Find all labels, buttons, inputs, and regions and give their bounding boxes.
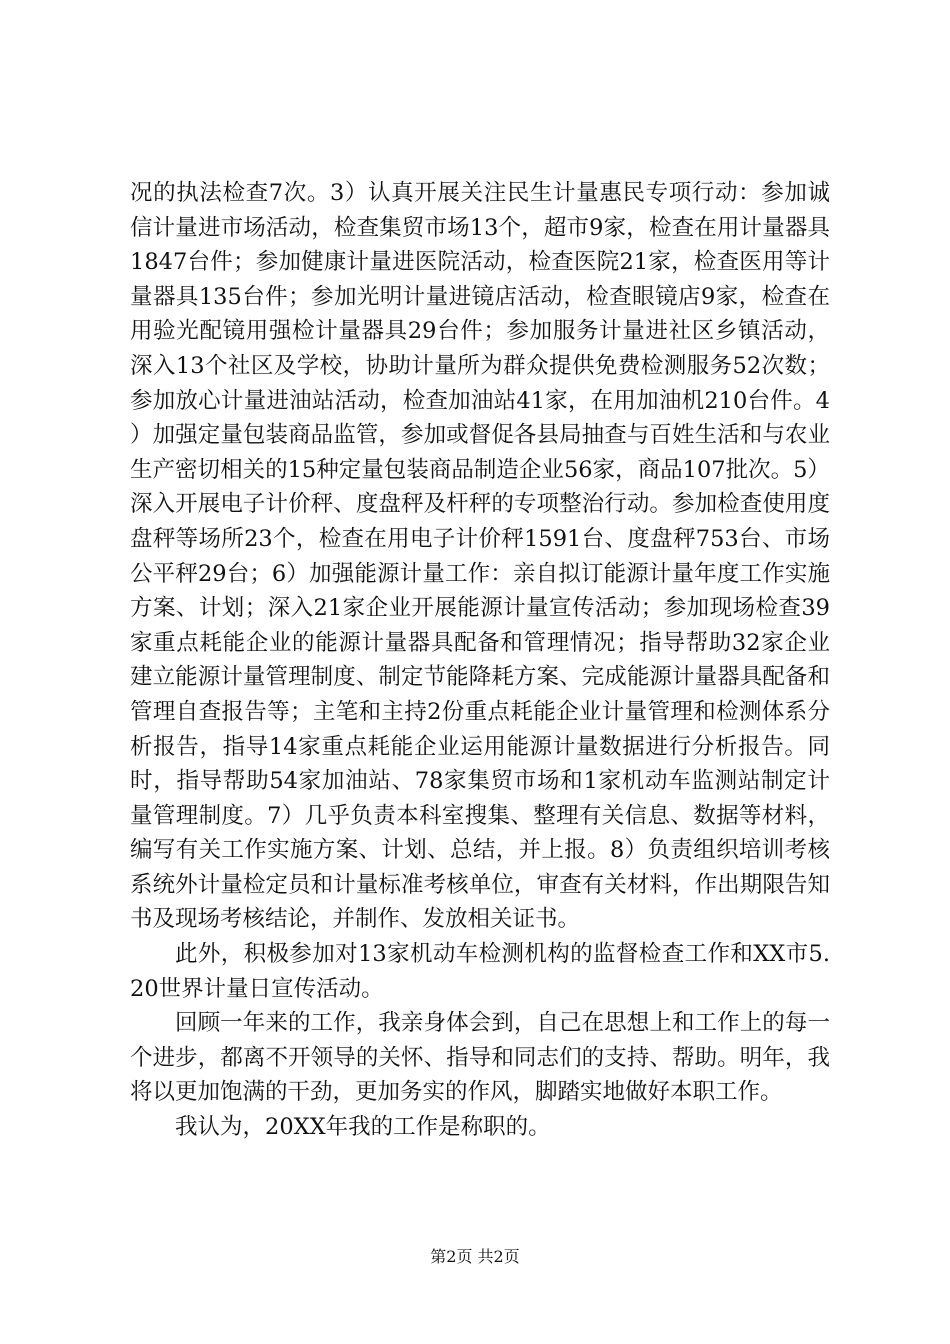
document-body	[130, 176, 830, 1145]
paragraph-reflection: 回顾一年来的工作，我亲身体会到，自己在思想上和工作上的每一个进步，都离不开领导的关怀、指导和同志们的支持、帮助。明年，我将以更加饱满的干劲，更加务实的作风，脚踏实地做好本职工作。	[130, 1010, 830, 1106]
page-footer: 第2页 共2页	[430, 1247, 520, 1266]
paragraph-self-assessment: 我认为，20XX年我的工作是称职的。	[175, 1114, 551, 1141]
paragraph-continued-work-summary: 况的执法检查7次。3）认真开展关注民生计量惠民专项行动：参加诚信计量进市场活动，检查集贸市场13个，超市9家，检查在用计量器具1847台件；参加健康计量进医院活动，检查医院21家，检查医用等计量器具135台件；参加光明计量进镜店活动，检查眼镜店9家，检查在用验光配镜用强检计量器具29台件；参加服务计量进社区乡镇活动，深入13个社区及学校，协助计量所为群众提供免费检测服务52次数；参加放心计量进油站活动，检查加油站41家，在用加油机210台件。4）加强定量包装商品监管，参加或督促各县局抽查与百姓生活和与农业生产密切相关的15种定量包装商品制造企业56家，商品107批次。5）深入开展电子计价秤、度盘秤及杆秤的专项整治行动。参加检查使用度盘秤等场所23个，检查在用电子计价秤1591台、度盘秤753台、市场公平秤29台；6）加强能源计量工作：亲自拟订能源计量年度工作实施方案、计划；深入21家企业开展能源计量宣传活动；参加现场检查39家重点耗能企业的能源计量器具配备和管理情况；指导帮助32家企业建立能源计量管理制度、制定节能降耗方案、完成能源计量器具配备和管理自查报告等；主笔和主持2份重点耗能企业计量管理和检测体系分析报告，指导14家重点耗能企业运用能源计量数据进行分析报告。同时，指导帮助54家加油站、78家集贸市场和1家机动车监测站制定计量管理制度。7）几乎负责本科室搜集、整理有关信息、数据等材料，编写有关工作实施方案、计划、总结，并上报。8）负责组织培训考核系统外计量检定员和计量标准考核单位，审查有关材料，作出期限告知书及现场考核结论，并制作、发放相关证书。	[130, 180, 830, 933]
paragraph-additional-activities: 此外，积极参加对13家机动车检测机构的监督检查工作和XX市5.20世界计量日宣传活动。	[130, 941, 830, 1002]
